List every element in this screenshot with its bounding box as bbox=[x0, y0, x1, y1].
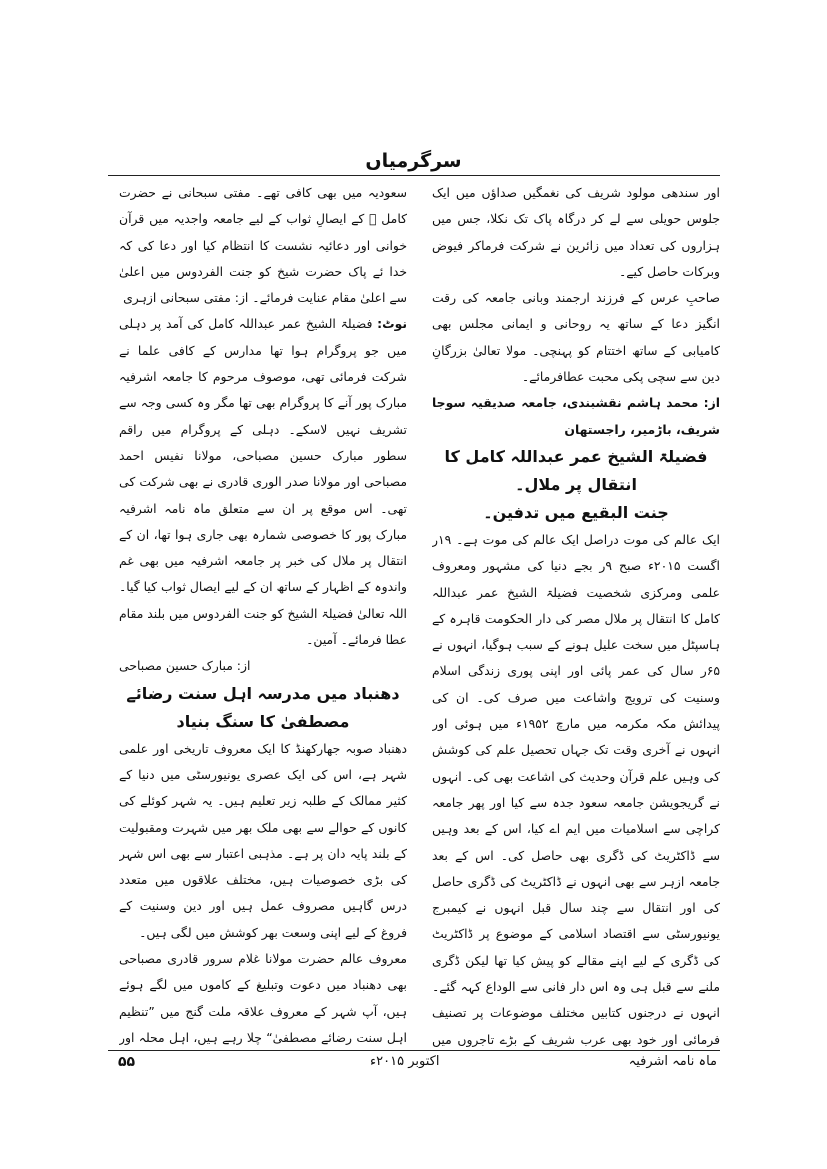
article-headline: دھنباد میں مدرسہ اہل سنت رضائے مصطفیٰ کا سنگ بنیاد bbox=[126, 683, 400, 731]
paragraph: اور سندھی مولود شریف کی نغمگیں صداؤں میں ایک جلوس حویلی سے لے کر درگاہ پاک تک نکلا، جس میں ہزاروں کی تعداد میں زائرین نے شرکت فرماکر فیوض وبرکات حاصل کیے۔ bbox=[432, 185, 720, 279]
note-text: فضیلۃ الشیخ عمر عبداللہ کامل کی آمد پر دہلی میں جو پروگرام ہوا تھا مدارس کے کافی علما نے شرکت فرمائی تھی، موصوف مرحوم کا جامعہ اشرفیہ مبارک پور آنے کا پروگرام بھی تھا مگر وہ کسی وجہ سے تشریف نہیں لاسکے۔ دہلی کے پروگرام میں راقم سطور مبارک حسین مصباحی، مولانا نفیس احمد مصباحی اور مولانا صدر الوری قادری نے بھی شرکت کی تھی۔ اس موقع پر ان سے متعلق ماہ نامہ اشرفیہ مبارک پور کا خصوصی شمارہ بھی جاری ہوا تھا، ان کے انتقال پر ملال کی خبر پر جامعہ اشرفیہ میں بھی غم واندوہ کے اظہار کے ساتھ ان کے لیے ایصال ثواب کیا گیا۔ اللہ تعالیٰ فضیلۃ الشیخ کو جنت الفردوس میں بلند مقام عطا فرمائے۔ آمین۔ bbox=[119, 316, 407, 648]
section-title: سرگرمیاں bbox=[365, 150, 462, 172]
signature: از: مبارک حسین مصباحی bbox=[119, 658, 251, 674]
article-subheadline: جنت البقیع میں تدفین۔ bbox=[483, 502, 669, 522]
footer-divider bbox=[108, 1050, 720, 1051]
article-headline: فضیلۃ الشیخ عمر عبداللہ کامل کا انتقال پر ملال۔ bbox=[444, 446, 708, 494]
note-paragraph bbox=[119, 311, 407, 653]
paragraph: صاحبِ عرس کے فرزند ارجمند وبانی جامعہ کی رقت انگیز دعا کے ساتھ یہ روحانی و ایمانی مجلس بھی کامیابی کے ساتھ اختتام کو پہنچی۔ مولا تعالیٰ بزرگانِ دین سے سچی پکی محبت عطافرمائے۔ bbox=[432, 290, 720, 385]
header-divider bbox=[108, 175, 720, 176]
right-column bbox=[432, 180, 720, 1050]
paragraph: سعودیہ میں بھی کافی تھے۔ مفتی سبحانی نے حضرت کامل ﷫ کے ایصالِ ثواب کے لیے جامعہ واجدیہ میں قرآن خوانی اور دعائیہ نشست کا انتظام کیا اور دعا کی کہ خدا ئے پاک حضرت شیخ کو جنت الفردوس میں اعلیٰ سے اعلیٰ مقام عنایت فرمائے۔ از: مفتی سبحانی ازہری bbox=[119, 185, 407, 306]
byline: از: محمد ہاشم نقشبندی، جامعہ صدیقیہ سوجا شریف، باڑمیر، راجستھان bbox=[432, 395, 720, 437]
note-label: نوٹ: bbox=[377, 316, 407, 332]
footer-issue-date: اکتوبر ۲۰۱۵ء bbox=[370, 1054, 440, 1069]
paragraph: معروف عالم حضرت مولانا غلام سرور قادری مصباحی بھی دھنباد میں دعوت وتبلیغ کے کاموں میں لگے ہوئے ہیں، آپ شہر کے معروف علاقہ ملت گنج میں ”تنظیم اہل سنت رضائے مصطفیٰ“ چلا رہے ہیں، اہل محلہ اور bbox=[119, 951, 407, 1045]
page-number: ۵۵ bbox=[118, 1054, 136, 1070]
left-column bbox=[119, 180, 407, 1050]
footer-magazine-name: ماہ نامہ اشرفیہ bbox=[628, 1054, 717, 1069]
paragraph: دھنباد صوبہ جھارکھنڈ کا ایک معروف تاریخی اور علمی شہر ہے، اس کی ایک عصری یونیورسٹی میں دنیا کے کثیر ممالک کے طلبہ زیر تعلیم ہیں۔ یہ شہر کوئلے کی کانوں کے حوالے سے بھی ملک بھر میں شہرت ومقبولیت کے بلند پایہ دان پر ہے۔ مذہبی اعتبار سے بھی اس شہر کی بڑی خصوصیات ہیں، مختلف علاقوں میں متعدد درس گاہیں مصروف عمل ہیں اور دین وسنیت کے فروغ کے لیے اپنی وسعت بھر کوشش میں لگی ہیں۔ bbox=[119, 740, 407, 940]
paragraph: ایک عالم کی موت دراصل ایک عالم کی موت ہے۔ ۱۹ر اگست ۲۰۱۵ء صبح ۹ر بجے دنیا کی مشہور ومعروف علمی ومرکزی شخصیت فضیلۃ الشیخ عمر عبداللہ کامل کا انتقال پر ملال مصر کی دار الحکومت قاہرہ کے ہاسپٹل میں سخت علیل ہونے کے سبب ہوگیا، انہوں نے ۶۵ر سال کی عمر پائی اور اپنی پوری زندگی اسلام وسنیت کی ترویج واشاعت میں صرف کی۔ ان کی پیدائش مکہ مکرمہ میں مارچ ۱۹۵۲ء میں ہوئی اور انہوں نے آخری وقت تک جہاں تحصیل علم کی کوشش کی وہیں علم قرآن وحدیث کی اشاعت بھی کی۔ انہوں نے گریجویشن جامعہ سعود جدہ سے کیا اور پھر جامعہ کراچی سے اسلامیات میں ایم اے کیا، اس کے بعد وہیں سے ڈاکٹریٹ کی ڈگری بھی حاصل کی۔ اس کے بعد جامعہ ازہر سے بھی انہوں نے ڈاکٹریٹ کی ڈگری حاصل کی اور انتقال سے چند سال قبل انہوں نے کیمبرج یونیورسٹی سے اقتصاد اسلامی کے موضوع پر ڈاکٹریٹ کی ڈگری کے لیے اپنے مقالے کو پیش کیا تھا لیکن ڈگری ملنے سے قبل ہی وہ اس دار فانی سے الوداع کہہ گئے۔ انہوں نے درجنوں کتابیں مختلف موضوعات پر تصنیف فرمائی اور خود بھی عرب شریف کے بڑے تاجروں میں bbox=[432, 531, 720, 1047]
